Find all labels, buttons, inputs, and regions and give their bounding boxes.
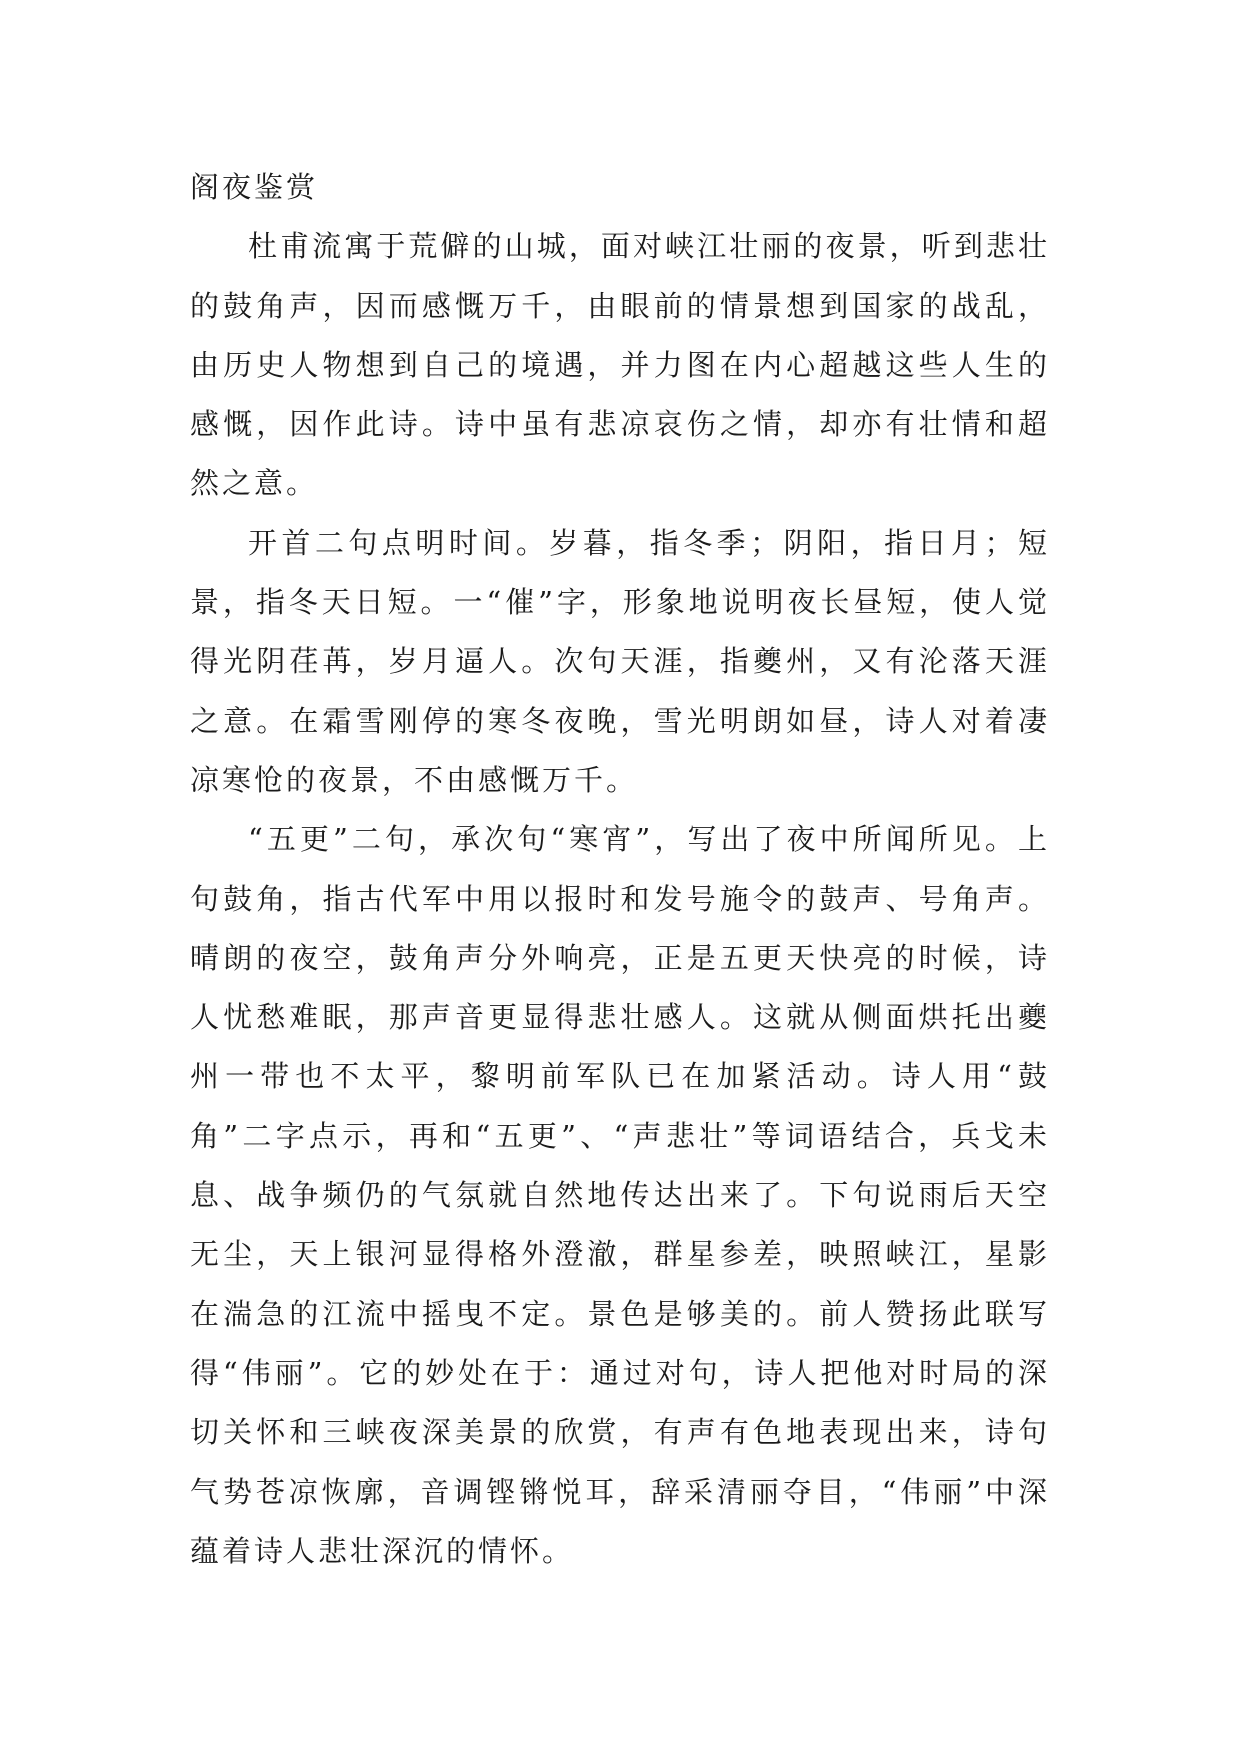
paragraph-1: 杜甫流寓于荒僻的山城，面对峡江壮丽的夜景，听到悲壮的鼓角声，因而感慨万千，由眼前的情景想到国家的战乱，由历史人物想到自己的境遇，并力图在内心超越这些人生的感慨，因作此诗。诗中虽有悲凉哀伤之情，却亦有壮情和超然之意。 [190, 229, 1050, 501]
paragraph-2: 开首二句点明时间。岁暮，指冬季；阴阳，指日月；短景，指冬天日短。一“催”字，形象地说明夜长昼短，使人觉得光阴荏苒，岁月逼人。次句天涯，指夔州，又有沦落天涯之意。在霜雪刚停的寒冬夜晚，雪光明朗如昼，诗人对着凄凉寒怆的夜景，不由感慨万千。 [190, 525, 1050, 797]
document-title: 阁夜鉴赏 [190, 170, 319, 204]
paragraph-3: “五更”二句，承次句“寒宵”，写出了夜中所闻所见。上句鼓角，指古代军中用以报时和发号施令的鼓声、号角声。晴朗的夜空，鼓角声分外响亮，正是五更天快亮的时候，诗人忧愁难眠，那声音更显得悲壮感人。这就从侧面烘托出夔州一带也不太平，黎明前军队已在加紧活动。诗人用“鼓角”二字点示，再和“五更”、“声悲壮”等词语结合，兵戈未息、战争频仍的气氛就自然地传达出来了。下句说雨后天空无尘，天上银河显得格外澄澈，群星参差，映照峡江，星影在湍急的江流中摇曳不定。景色是够美的。前人赞扬此联写得“伟丽”。它的妙处在于：通过对句，诗人把他对时局的深切关怀和三峡夜深美景的欣赏，有声有色地表现出来，诗句气势苍凉恢廓，音调铿锵悦耳，辞采清丽夺目，“伟丽”中深蕴着诗人悲壮深沉的情怀。 [190, 822, 1050, 1568]
document-body [190, 158, 1050, 1581]
